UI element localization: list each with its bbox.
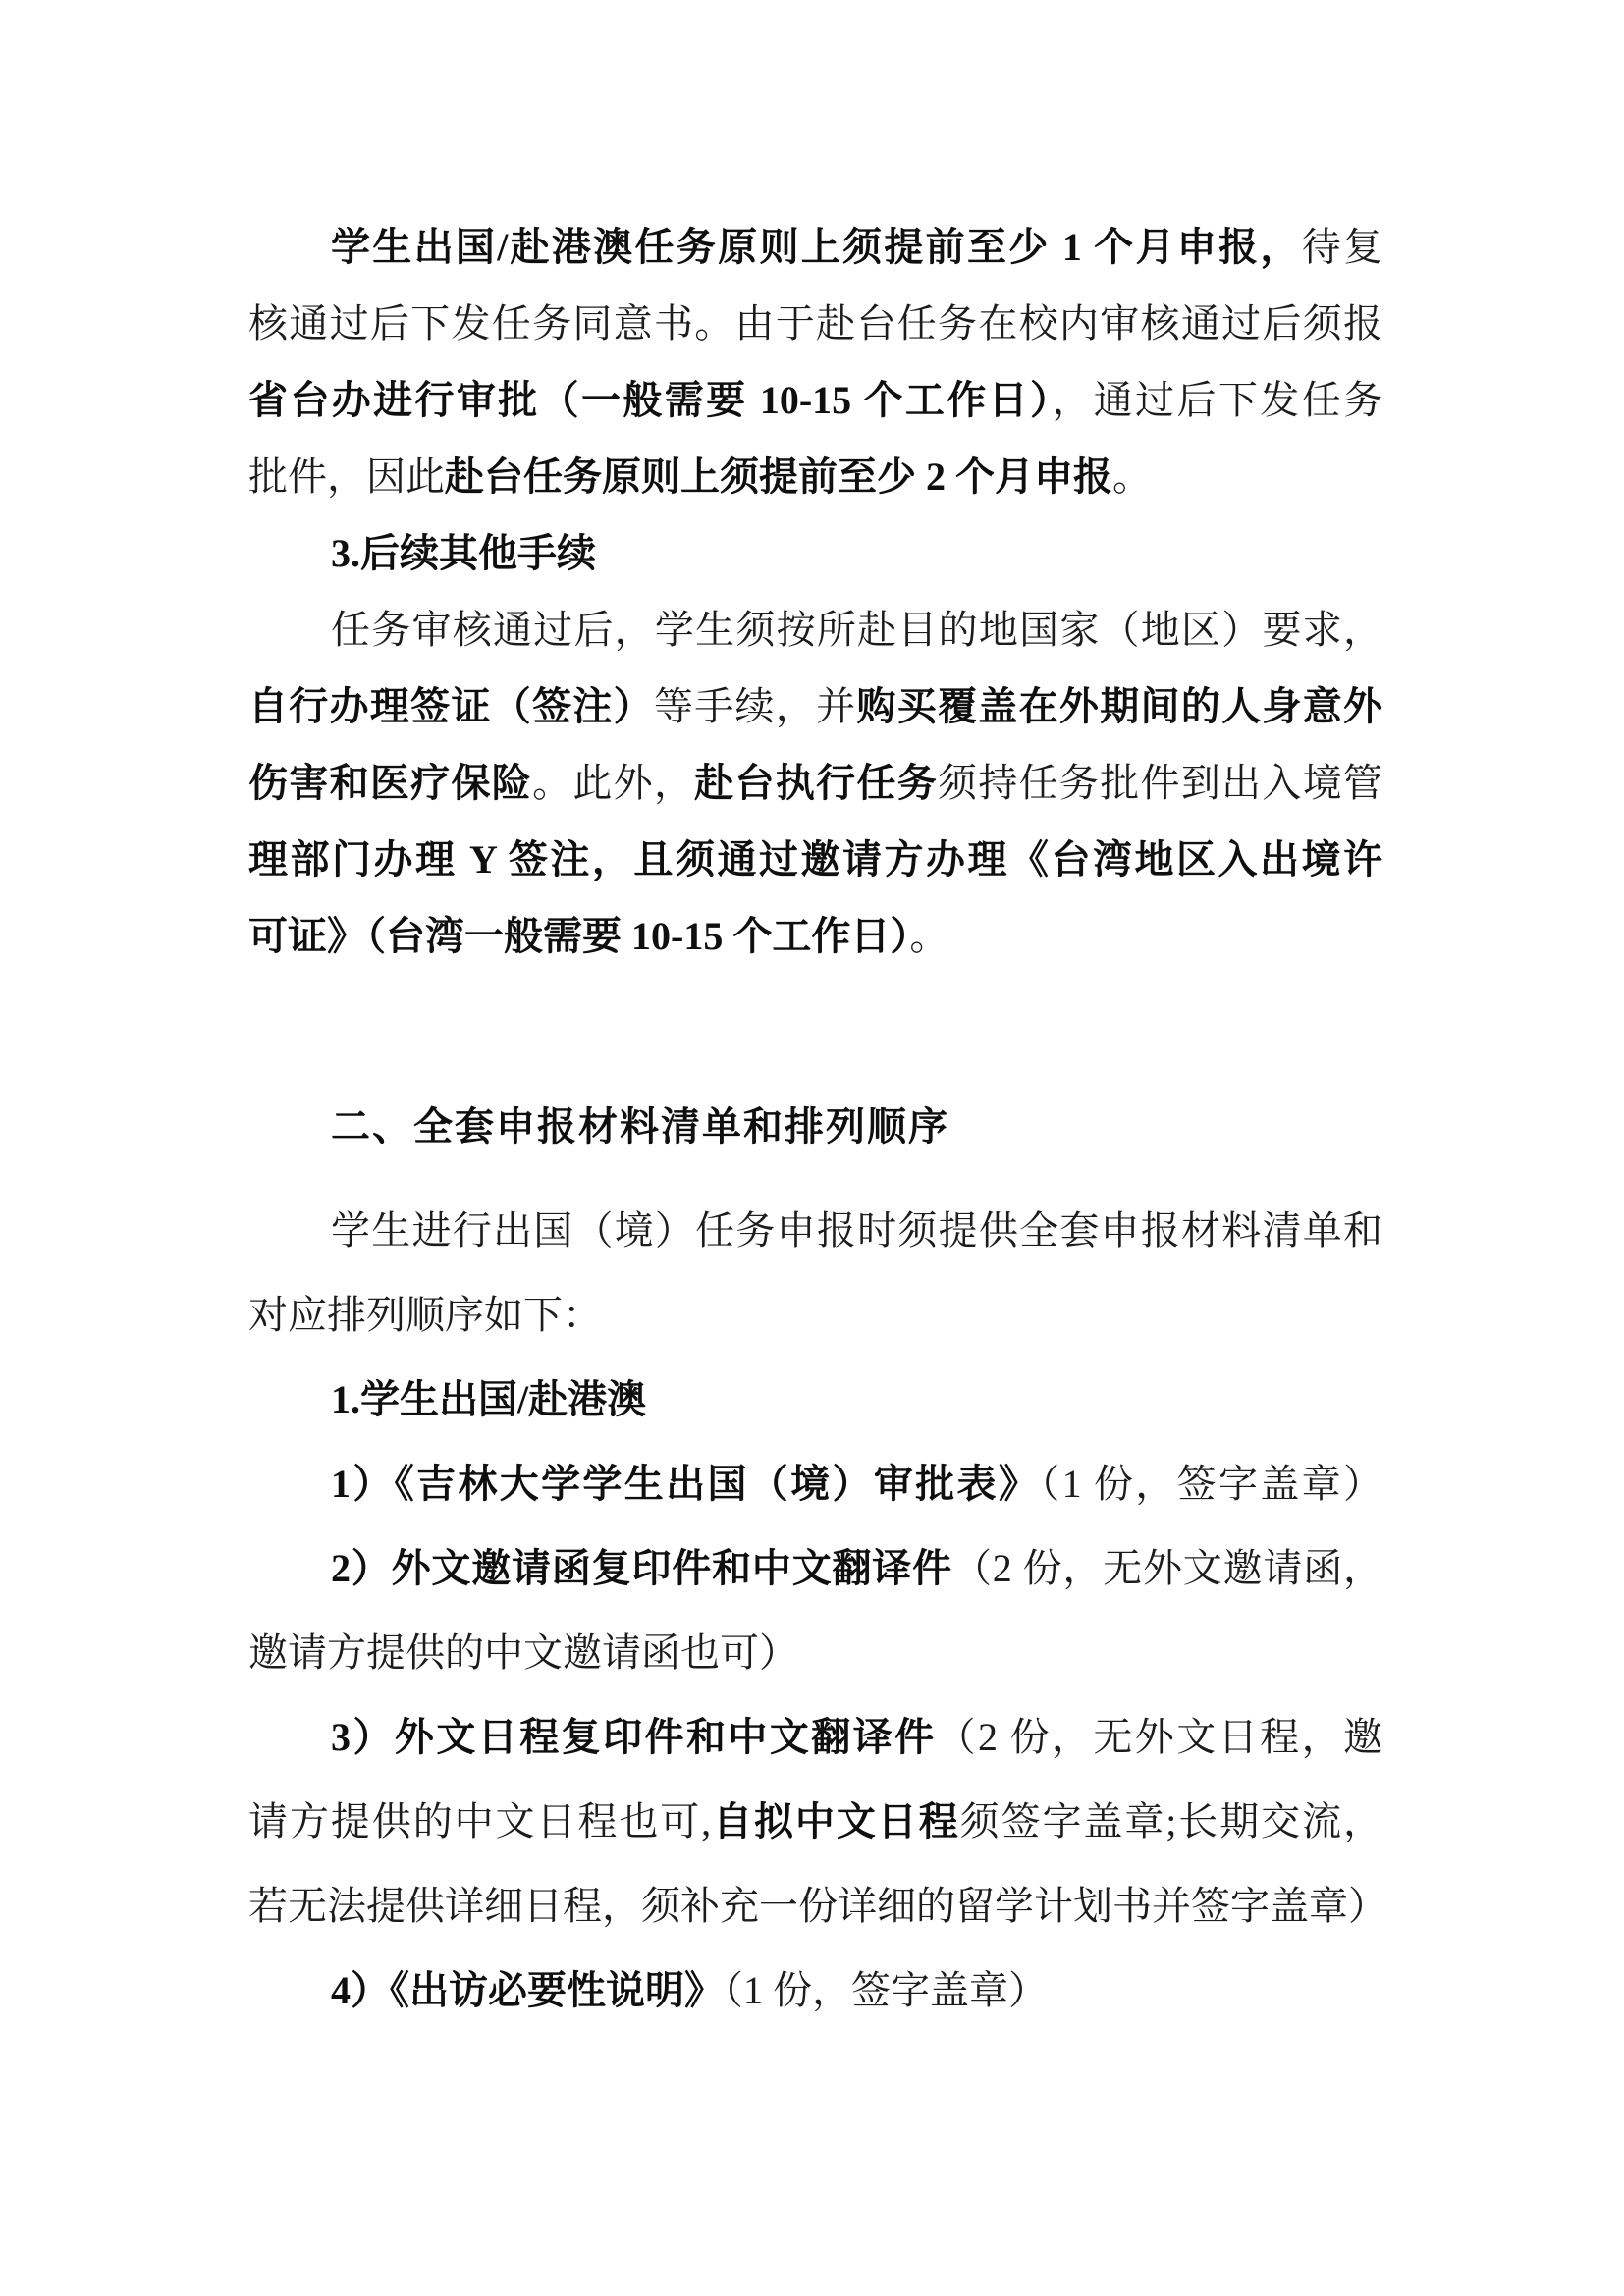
text-segment: 核通过后下发任务同意书。由于赴台任务在校内审核通过后须报 <box>248 301 1382 346</box>
bold-text-segment: 赴台任务原则上须提前至少 2 个月申报 <box>445 454 1112 499</box>
para1-line4 <box>248 439 1382 515</box>
bold-text-segment: 自行办理签证（签注） <box>248 684 654 728</box>
bold-text-segment: 学生出国/赴港澳任务原则上须提前至少 1 个月申报， <box>331 225 1302 269</box>
section2-heading <box>248 1085 1382 1169</box>
bold-text-segment: 赴台执行任务 <box>694 761 939 805</box>
para1-line2 <box>248 286 1382 362</box>
subheading-1 <box>248 1358 1382 1442</box>
bold-text-segment: 购买覆盖在外期间的人身意外 <box>856 684 1383 728</box>
para1-line1 <box>248 209 1382 286</box>
bold-text-segment: 3.后续其他手续 <box>331 531 596 575</box>
text-segment: 待复 <box>1301 225 1382 269</box>
bold-text-segment: 理部门办理 Y 签注，且须通过邀请方办理《台湾地区入出境许 <box>248 837 1382 881</box>
para2-line2 <box>248 668 1382 745</box>
bold-text-segment: 1）《吉林大学学生出国（境）审批表》 <box>331 1462 1041 1506</box>
text-segment: 学生进行出国（境）任务申报时须提供全套申报材料清单和 <box>331 1208 1382 1253</box>
text-segment: 等手续，并 <box>653 684 857 728</box>
bold-text-segment: 1.学生出国/赴港澳 <box>331 1377 647 1421</box>
item3-line3 <box>248 1864 1387 1949</box>
para2-line3 <box>248 745 1382 822</box>
text-segment: ，通过后下发任务 <box>1052 378 1382 422</box>
text-segment: 任务审核通过后，学生须按所赴目的地国家（地区）要求， <box>331 608 1382 652</box>
item1-line1 <box>248 1442 1382 1526</box>
text-segment: 须签字盖章;长期交流， <box>959 1799 1382 1843</box>
document-content <box>248 209 1387 2033</box>
bold-text-segment: 可证》（台湾一般需要 10-15 个工作日） <box>248 914 910 958</box>
para2-line5 <box>248 898 1382 975</box>
para3-line1 <box>248 1189 1382 1273</box>
text-segment: （2 份，无外文日程，邀 <box>936 1715 1383 1759</box>
item3-line2 <box>248 1780 1382 1864</box>
para2-line4 <box>248 822 1382 898</box>
text-segment: 。此外， <box>532 761 695 805</box>
item4-line1 <box>248 1949 1382 2033</box>
bold-text-segment: 4）《出访必要性说明》 <box>331 1968 724 2012</box>
bold-text-segment: 省台办进行审批（一般需要 10-15 个工作日） <box>248 378 1053 422</box>
text-segment: 批件，因此 <box>248 454 445 499</box>
text-segment: （1 份，签字盖章） <box>724 1968 1048 2012</box>
para3-line2 <box>248 1273 1382 1358</box>
bold-text-segment: 自拟中文日程 <box>711 1799 960 1843</box>
bold-text-segment: 伤害和医疗保险 <box>248 761 533 805</box>
bold-text-segment: 3）外文日程复印件和中文翻译件 <box>331 1715 937 1759</box>
text-segment: （2 份，无外文邀请函， <box>951 1546 1383 1590</box>
text-segment: （1 份，签字盖章） <box>1040 1462 1383 1506</box>
bold-text-segment: 二、全套申报材料清单和排列顺序 <box>331 1105 949 1148</box>
text-segment: 邀请方提供的中文邀请函也可） <box>248 1630 798 1675</box>
item2-line2 <box>248 1611 1382 1695</box>
text-segment: 若无法提供详细日程，须补充一份详细的留学计划书并签字盖章） <box>248 1884 1387 1928</box>
text-segment: 。 <box>909 914 949 958</box>
item3-line1 <box>248 1695 1382 1780</box>
text-segment: 对应排列顺序如下： <box>248 1293 602 1337</box>
subheading-3 <box>248 515 1382 592</box>
text-segment: 。 <box>1112 454 1152 499</box>
text-segment: 请方提供的中文日程也可, <box>248 1799 712 1843</box>
text-segment: 须持任务批件到出入境管 <box>938 761 1383 805</box>
para2-line1 <box>248 592 1382 668</box>
item2-line1 <box>248 1526 1382 1611</box>
bold-text-segment: 2）外文邀请函复印件和中文翻译件 <box>331 1546 952 1590</box>
para1-line3 <box>248 362 1382 439</box>
